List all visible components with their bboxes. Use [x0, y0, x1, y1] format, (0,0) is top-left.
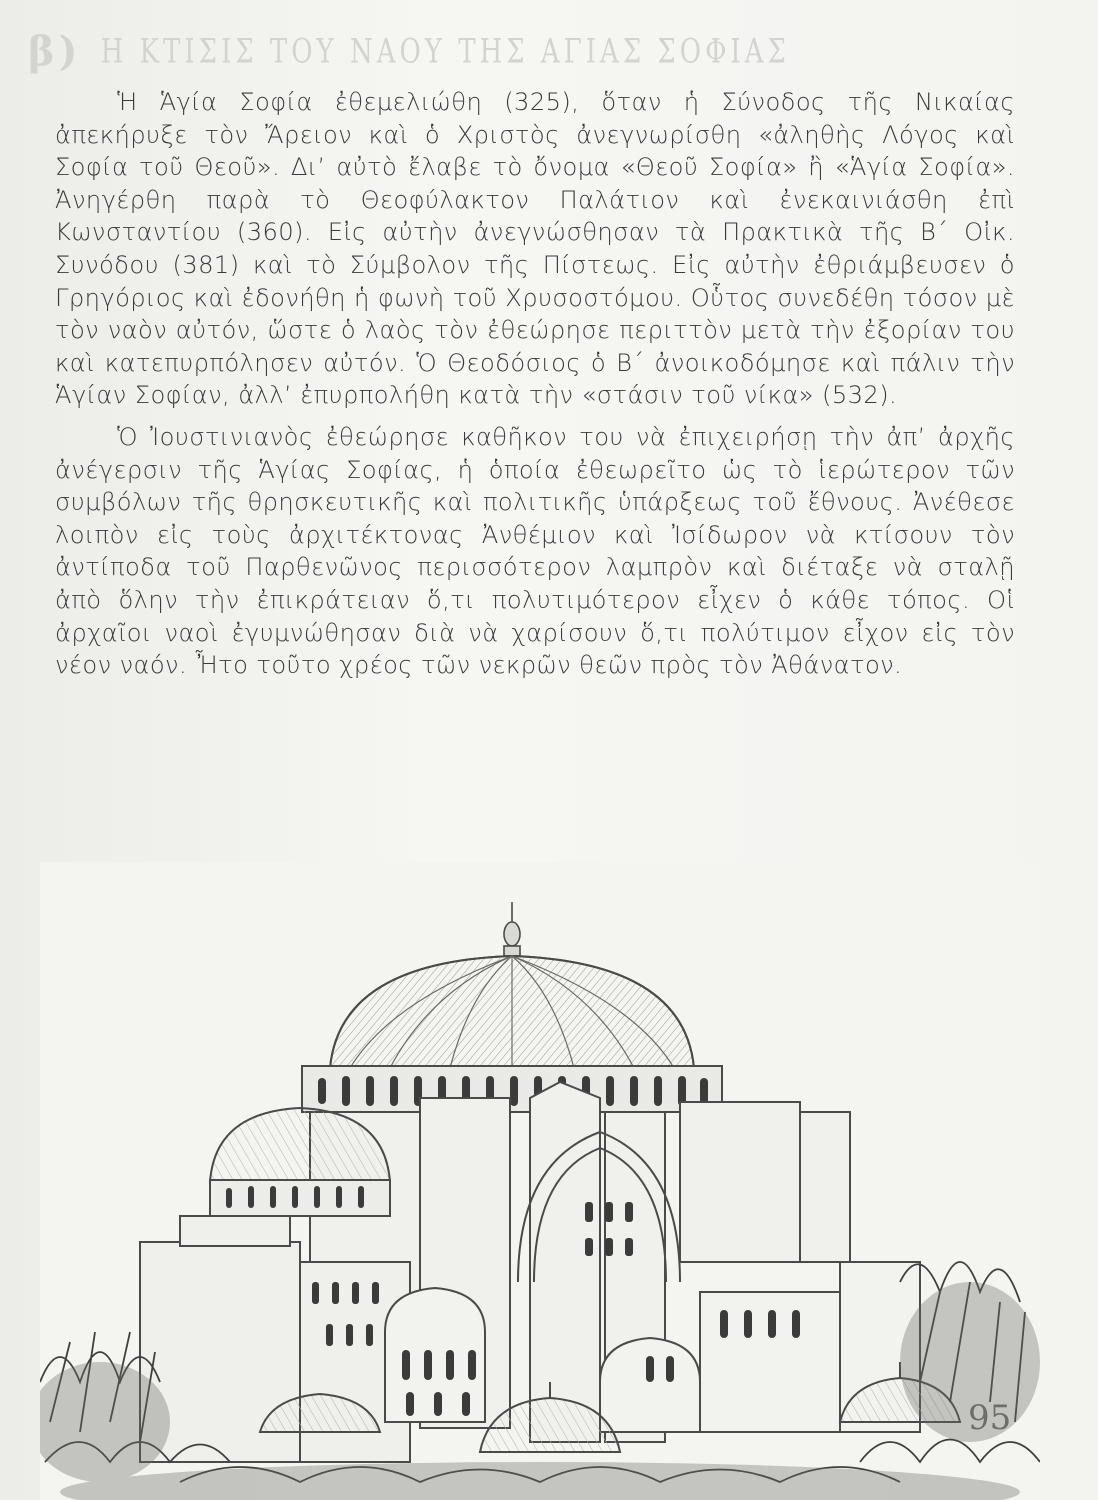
section-letter: β): [28, 28, 82, 75]
page-number: 95: [968, 1398, 1012, 1438]
body-text: [55, 86, 1015, 682]
section-heading: [28, 28, 790, 78]
hagia-sophia-illustration: [40, 862, 1040, 1500]
hagia-sophia-sketch: [40, 862, 1040, 1500]
section-title: Η ΚΤΙΣΙΣ ΤΟΥ ΝΑΟΥ ΤΗΣ ΑΓΙΑΣ ΣΟΦΙΑΣ: [100, 32, 790, 71]
paragraph-founding: Ἡ Ἁγία Σοφία ἐθεμελιώθη (325), ὅταν ἡ Σύνοδος τῆς Νικαίας ἀπεκήρυξε τὸν Ἄρειον καὶ ὁ Χριστὸς ἀνεγνωρίσθη «ἀληθὴς Λόγος καὶ Σοφία τοῦ Θεοῦ». Δι’ αὐτὸ ἔλαβε τὸ ὄνομα «Θεοῦ Σοφία» ἢ «Ἁγία Σοφία». Ἀνηγέρθη παρὰ τὸ Θεοφύλακτον Παλάτιον καὶ ἐνεκαινιάσθη ἐπὶ Κωνσταντίου (360). Εἰς αὐτὴν ἀνεγνώσθησαν τὰ Πρακτικὰ τῆς Β΄ Οἰκ. Συνόδου (381) καὶ τὸ Σύμβολον τῆς Πίστεως. Εἰς αὐτὴν ἐθριάμβευσεν ὁ Γρηγόριος καὶ ἐδονήθη ἡ φωνὴ τοῦ Χρυσοστόμου. Οὗτος συνεδέθη τόσον μὲ τὸν ναὸν αὐτόν, ὥστε ὁ λαὸς τὸν ἐθεώρησε περιττὸν μετὰ τὴν ἐξορίαν του καὶ κατεπυρπόλησεν αὐτόν. Ὁ Θεοδόσιος ὁ Β΄ ἀνοικοδόμησε καὶ πάλιν τὴν Ἁγίαν Σοφίαν, ἀλλ’ ἐπυρπολήθη κατὰ τὴν «στάσιν τοῦ νίκα» (532).: [55, 88, 1015, 410]
paragraph-justinian: Ὁ Ἰουστινιανὸς ἐθεώρησε καθῆκον του νὰ ἐπιχειρήσῃ τὴν ἀπ’ ἀρχῆς ἀνέγερσιν τῆς Ἁγίας Σοφίας, ἡ ὁποία ἐθεωρεῖτο ὡς τὸ ἱερώτερον τῶν συμβόλων τῆς θρησκευτικῆς καὶ πολιτικῆς ὑπάρξεως τοῦ ἔθνους. Ἀνέθεσε λοιπὸν εἰς τοὺς ἀρχιτέκτονας Ἀνθέμιον καὶ Ἰσίδωρον νὰ κτίσουν τὸν ἀντίποδα τοῦ Παρθενῶνος περισσότερον λαμπρὸν καὶ διέταξε νὰ σταλῇ ἀπὸ ὅλην τὴν ἐπικράτειαν ὅ,τι πολυτιμότερον εἶχεν ὁ κάθε τόπος. Οἱ ἀρχαῖοι ναοὶ ἐγυμνώθησαν διὰ νὰ χαρίσουν ὅ,τι πολύτιμον εἶχον εἰς τὸν νέον ναόν. Ἦτο τοῦτο χρέος τῶν νεκρῶν θεῶν πρὸς τὸν Ἀθάνατον.: [55, 422, 1015, 680]
